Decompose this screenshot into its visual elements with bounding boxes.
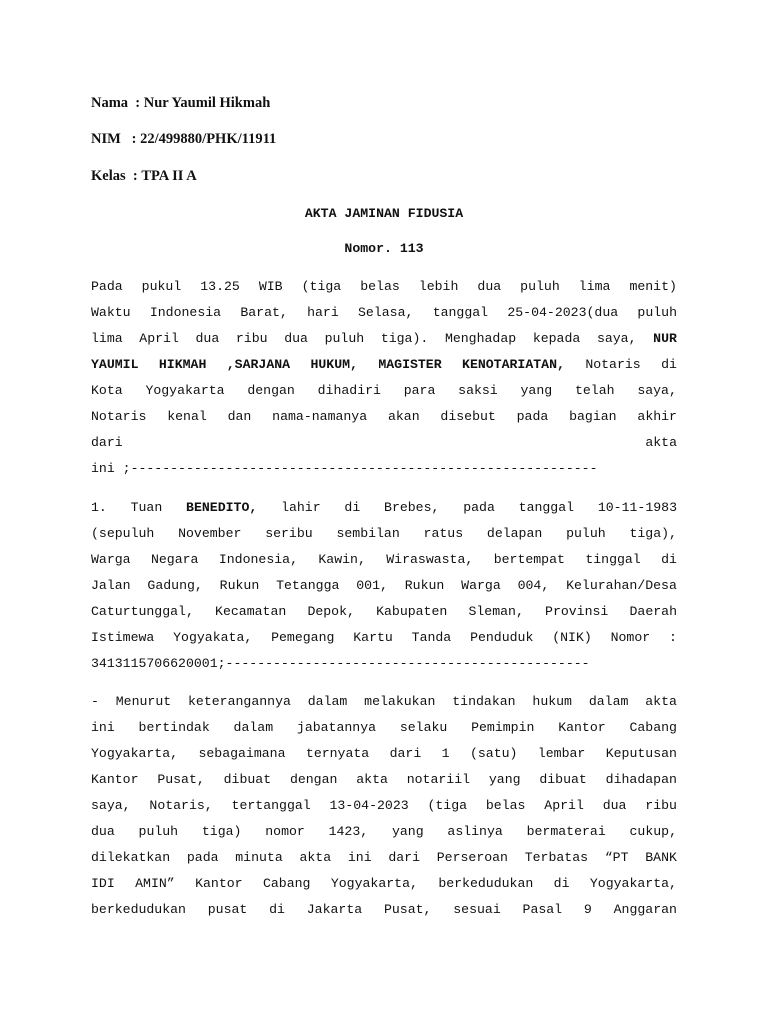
text-line [91, 625, 677, 651]
text-line [91, 767, 677, 793]
word: saya, [637, 383, 677, 398]
word: November [178, 526, 242, 541]
word: yang [520, 383, 553, 398]
word: Keputusan [605, 746, 677, 761]
word: akta [645, 435, 677, 450]
word: pada [463, 500, 495, 515]
word: lahir [281, 500, 321, 515]
word: 13.25 [200, 279, 240, 294]
word: di [661, 552, 677, 567]
word: notariil [406, 772, 471, 787]
word: dihadapan [605, 772, 677, 787]
word: yang [391, 824, 424, 839]
text-line [91, 495, 677, 521]
word: BENEDITO, [186, 500, 258, 515]
word: Indonesia [149, 305, 222, 320]
word: belas [485, 798, 526, 813]
word: bertempat [493, 552, 565, 567]
word: Caturtunggal, [91, 604, 194, 619]
word: aslinya [447, 824, 503, 839]
word: YAUMIL [91, 357, 139, 372]
word: Daerah [629, 604, 677, 619]
word: Tuan [130, 500, 163, 515]
word: April [139, 331, 179, 346]
word: (sepuluh [91, 526, 155, 541]
word: hari [307, 305, 339, 320]
word: Provinsi [545, 604, 609, 619]
word: Depok, [307, 604, 355, 619]
word: Wiraswasta, [386, 552, 474, 567]
word: 13-04-2023 [329, 798, 409, 813]
word: 1 [441, 746, 450, 761]
word: tiga). [380, 331, 429, 346]
word: lima [578, 279, 611, 294]
word: berkedudukan [438, 876, 534, 891]
word: dua [284, 331, 308, 346]
word: Menghadap [444, 331, 517, 346]
word: saksi [458, 383, 498, 398]
word: Pemegang [271, 630, 335, 645]
word: Pusat, [383, 902, 432, 917]
word: dalam [307, 694, 348, 709]
word: jabatannya [296, 720, 377, 735]
word: dihadiri [317, 383, 381, 398]
text-line [91, 326, 677, 352]
word: puluh [520, 279, 560, 294]
word: seribu [265, 526, 313, 541]
word: puluh [566, 526, 606, 541]
word: Kawin, [318, 552, 366, 567]
word: tinggal [585, 552, 641, 567]
word: HUKUM, [310, 357, 358, 372]
text-line [91, 300, 677, 326]
word: Kantor [91, 772, 139, 787]
word: : [669, 630, 677, 645]
word: dengan [247, 383, 295, 398]
word: ini [91, 720, 115, 735]
word: di [661, 357, 677, 372]
word: Rukun [404, 578, 445, 593]
word: cukup, [629, 824, 677, 839]
word: 25-04-2023(dua [507, 305, 619, 320]
word: ratus [423, 526, 464, 541]
word: Yogyakarta, [91, 746, 179, 761]
word: berkedudukan [91, 902, 186, 917]
word: dua [477, 279, 502, 294]
word: sembilan [336, 526, 400, 541]
word: (tiga [427, 798, 468, 813]
word: 9 [583, 902, 592, 917]
text-line [91, 793, 677, 819]
word: dari [389, 746, 422, 761]
word: April [544, 798, 584, 813]
document-number: Nomor. 113 [344, 241, 424, 256]
word: nama-namanya [272, 409, 368, 424]
word: Cabang [629, 720, 677, 735]
word: Kecamatan [215, 604, 287, 619]
word: lebih [418, 279, 459, 294]
word: Indonesia, [218, 552, 298, 567]
word: delapan [486, 526, 543, 541]
word: Terbatas [524, 850, 589, 865]
text-line [91, 352, 677, 378]
word: (tiga [301, 279, 342, 294]
word: bagian [569, 409, 617, 424]
word: belas [360, 279, 400, 294]
student-nim-line [91, 130, 276, 148]
word: di [553, 876, 570, 891]
word: Negara [150, 552, 199, 567]
word: dalam [588, 694, 629, 709]
word: Kartu [353, 630, 393, 645]
student-name-line [91, 94, 270, 112]
word: Notaris [91, 409, 147, 424]
word: menit) [629, 279, 677, 294]
word: puluh [324, 331, 365, 346]
word: para [403, 383, 436, 398]
word: tiga) [201, 824, 242, 839]
word: “PT [604, 850, 629, 865]
word: 3413115706620001;---------------------------------------------- [91, 656, 590, 671]
word: Warga [461, 578, 501, 593]
word: bermaterai [526, 824, 606, 839]
word: keterangannya [188, 694, 291, 709]
word: di [344, 500, 361, 515]
text-line [91, 871, 677, 897]
word: Notaris, [149, 798, 213, 813]
word: ternyata [305, 746, 370, 761]
word: disebut [440, 409, 496, 424]
word: KENOTARIATAN, [462, 357, 565, 372]
word: Kantor [558, 720, 606, 735]
word: puluh [637, 305, 677, 320]
text-line [91, 845, 677, 871]
class-value: TPA II A [141, 168, 197, 184]
word: Notaris [585, 357, 641, 372]
word: tanggal [518, 500, 575, 515]
word: lembar [537, 746, 586, 761]
word: dibuat [539, 772, 587, 787]
word: 10-11-1983 [597, 500, 677, 515]
word: NUR [653, 331, 677, 346]
word: sesuai [453, 902, 501, 917]
paragraph-capacity [91, 689, 677, 923]
word: Waktu [91, 305, 131, 320]
word: dua [195, 331, 220, 346]
word: Pusat, [157, 772, 205, 787]
word: yang [488, 772, 521, 787]
text-line [91, 274, 677, 300]
word: Sleman, [468, 604, 524, 619]
word: Brebes, [384, 500, 440, 515]
word: Istimewa [91, 630, 155, 645]
word: tindakan [452, 694, 516, 709]
word: (NIK) [552, 630, 592, 645]
word: Kelurahan/Desa [566, 578, 677, 593]
word: dari [91, 435, 123, 450]
text-line [91, 819, 677, 845]
word: Selasa, [358, 305, 414, 320]
word: akta [645, 694, 677, 709]
word: Tetangga [276, 578, 340, 593]
word: Menurut [115, 694, 172, 709]
text-line [91, 741, 677, 767]
word: pada [516, 409, 549, 424]
name-value: Nur Yaumil Hikmah [143, 95, 271, 111]
word: lima [91, 331, 123, 346]
word: pada [186, 850, 219, 865]
word: dibuat [223, 772, 272, 787]
word: MAGISTER [378, 357, 442, 372]
word: tanggal [432, 305, 489, 320]
word: - [91, 694, 99, 709]
word: dilekatkan [91, 850, 171, 865]
word: Yogyakata, [173, 630, 253, 645]
word: Rukun [219, 578, 260, 593]
word: Anggaran [613, 902, 677, 917]
word: Pemimpin [471, 720, 535, 735]
paragraph-opening [91, 274, 677, 482]
word: 1. [91, 500, 107, 515]
word: akta [299, 850, 332, 865]
word: (satu) [469, 746, 518, 761]
text-line [91, 599, 677, 625]
word: dan [227, 409, 252, 424]
word: Gadung, [147, 578, 203, 593]
student-class-line [91, 167, 197, 185]
word: akta [356, 772, 388, 787]
word: dengan [289, 772, 338, 787]
text-line [91, 378, 677, 404]
text-line [91, 404, 677, 430]
word: WIB [258, 279, 283, 294]
word: kepada [532, 331, 581, 346]
word: Perseroan [436, 850, 508, 865]
word: Nomor [610, 630, 651, 645]
word: Kota [91, 383, 123, 398]
text-line [91, 521, 677, 547]
word: 004, [517, 578, 550, 593]
paragraph-appearer [91, 495, 677, 677]
word: Kantor [195, 876, 243, 891]
word: ,SARJANA [226, 357, 291, 372]
word: melakukan [364, 694, 436, 709]
word: AMIN” [135, 876, 175, 891]
text-line [91, 547, 677, 573]
word: Cabang [262, 876, 311, 891]
word: ribu [645, 798, 677, 813]
word: dua [602, 798, 627, 813]
word: 001, [356, 578, 388, 593]
word: ini [347, 850, 372, 865]
word: dari [388, 850, 421, 865]
name-label: Nama : [91, 95, 144, 111]
word: Yogyakarta [145, 383, 225, 398]
word: hukum [532, 694, 572, 709]
word: saya, [596, 331, 637, 346]
word: ini ;----------------------------------------------------------- [91, 461, 598, 476]
class-label: Kelas : [91, 168, 142, 184]
word: akan [387, 409, 420, 424]
word: Penduduk [470, 630, 534, 645]
word: selaku [399, 720, 448, 735]
word: puluh [138, 824, 179, 839]
word: BANK [645, 850, 677, 865]
word: Jakarta [306, 902, 363, 917]
word: nomor [265, 824, 305, 839]
nim-value: 22/499880/PHK/11911 [140, 131, 277, 147]
word: tertanggal [231, 798, 311, 813]
document-title: AKTA JAMINAN FIDUSIA [304, 206, 464, 221]
text-line [91, 715, 677, 741]
word: Barat, [240, 305, 288, 320]
word: sebagaimana [198, 746, 286, 761]
word: dalam [233, 720, 274, 735]
text-line [91, 689, 677, 715]
word: ribu [235, 331, 268, 346]
text-line [91, 430, 677, 456]
word: telah [574, 383, 615, 398]
word: bertindak [138, 720, 210, 735]
nim-label: NIM : [91, 131, 141, 147]
word: pusat [207, 902, 248, 917]
word: Warga [91, 552, 131, 567]
word: Jalan [91, 578, 131, 593]
word: HIKMAH [158, 357, 207, 372]
word: minuta [235, 850, 283, 865]
text-line [91, 456, 677, 482]
word: akhir [637, 409, 677, 424]
word: Yogyakarta, [589, 876, 677, 891]
text-line [91, 897, 677, 923]
text-line [91, 573, 677, 599]
word: Pada [91, 279, 123, 294]
word: Yogyakarta, [330, 876, 418, 891]
word: pukul [141, 279, 182, 294]
word: Pasal [522, 902, 563, 917]
word: saya, [91, 798, 131, 813]
word: 1423, [328, 824, 369, 839]
word: Kabupaten [376, 604, 448, 619]
word: kenal [167, 409, 207, 424]
word: di [269, 902, 285, 917]
word: tiga), [629, 526, 677, 541]
word: Tanda [411, 630, 452, 645]
word: IDI [91, 876, 115, 891]
word: dua [91, 824, 115, 839]
text-line [91, 651, 677, 677]
